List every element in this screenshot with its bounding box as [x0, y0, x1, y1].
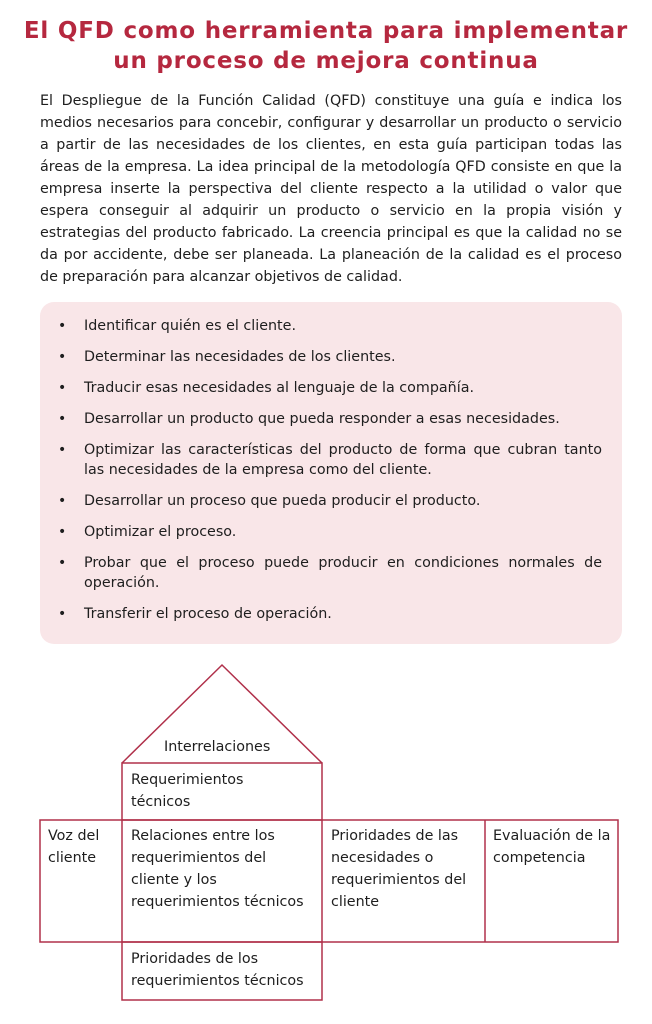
step-text: Optimizar el proceso.	[84, 524, 237, 540]
bullet-icon: •	[58, 380, 67, 396]
bullet-icon: •	[58, 493, 67, 509]
step-text: Transferir el proceso de operación.	[84, 606, 332, 622]
list-item	[56, 409, 602, 429]
step-text: Determinar las necesidades de los clientes.	[84, 349, 396, 365]
step-text: Probar que el proceso puede producir en condiciones normales de operación.	[84, 555, 602, 591]
title-line-1: El QFD como herramienta para implementar	[23, 18, 629, 44]
page-title	[0, 16, 652, 76]
tech-req-label: Requerimientos técnicos	[131, 772, 244, 810]
step-text: Desarrollar un proceso que pueda producir el producto.	[84, 493, 481, 509]
list-item	[56, 316, 602, 336]
bullet-icon: •	[58, 349, 67, 365]
step-text: Desarrollar un producto que pueda responder a esas necesidades.	[84, 411, 560, 427]
list-item	[56, 522, 602, 542]
voice-label: Voz del cliente	[48, 828, 100, 866]
list-item	[56, 440, 602, 480]
bullet-icon: •	[58, 318, 67, 334]
bullet-icon: •	[58, 524, 67, 540]
bullet-icon: •	[58, 442, 67, 458]
intro-paragraph: El Despliegue de la Función Calidad (QFD) constituye una guía e indica los medios necesarios para concebir, configurar y desarrollar un producto o servicio a partir de las necesidades de los clientes, en esta guía participan todas las áreas de la empresa. La idea principal de la metodología QFD consiste en que la empresa inserte la perspectiva del cliente respecto a la utilidad o valor que espera conseguir al adquirir un producto o servicio en la propia visión y estrategias del producto fabricado. La creencia principal es que la calidad no se da por accidente, debe ser planeada. La planeación de la calidad es el proceso de preparación para alcanzar objetivos de calidad.	[40, 93, 622, 285]
customer-priorities-label: Prioridades de las necesidades o requerimientos del cliente	[331, 828, 467, 910]
bullet-icon: •	[58, 411, 67, 427]
bullet-icon: •	[58, 555, 67, 571]
list-item	[56, 604, 602, 624]
tech-priorities-label: Prioridades de los requerimientos técnicos	[131, 951, 304, 989]
bullet-icon: •	[58, 606, 67, 622]
list-item	[56, 553, 602, 593]
list-item	[56, 378, 602, 398]
step-text: Identificar quién es el cliente.	[84, 318, 296, 334]
steps-box	[40, 302, 622, 644]
steps-list	[40, 302, 622, 624]
step-text: Traducir esas necesidades al lenguaje de la compañía.	[84, 380, 475, 396]
title-line-2: un proceso de mejora continua	[113, 48, 539, 74]
competition-label: Evaluación de la competencia	[493, 828, 611, 866]
roof-label: Interrelaciones	[164, 739, 271, 755]
list-item	[56, 347, 602, 367]
list-item	[56, 491, 602, 511]
step-text: Optimizar las características del producto de forma que cubran tanto las necesidades de la empresa como del cliente.	[84, 442, 602, 478]
relations-label: Relaciones entre los requerimientos del cliente y los requerimientos técnicos	[131, 828, 304, 910]
